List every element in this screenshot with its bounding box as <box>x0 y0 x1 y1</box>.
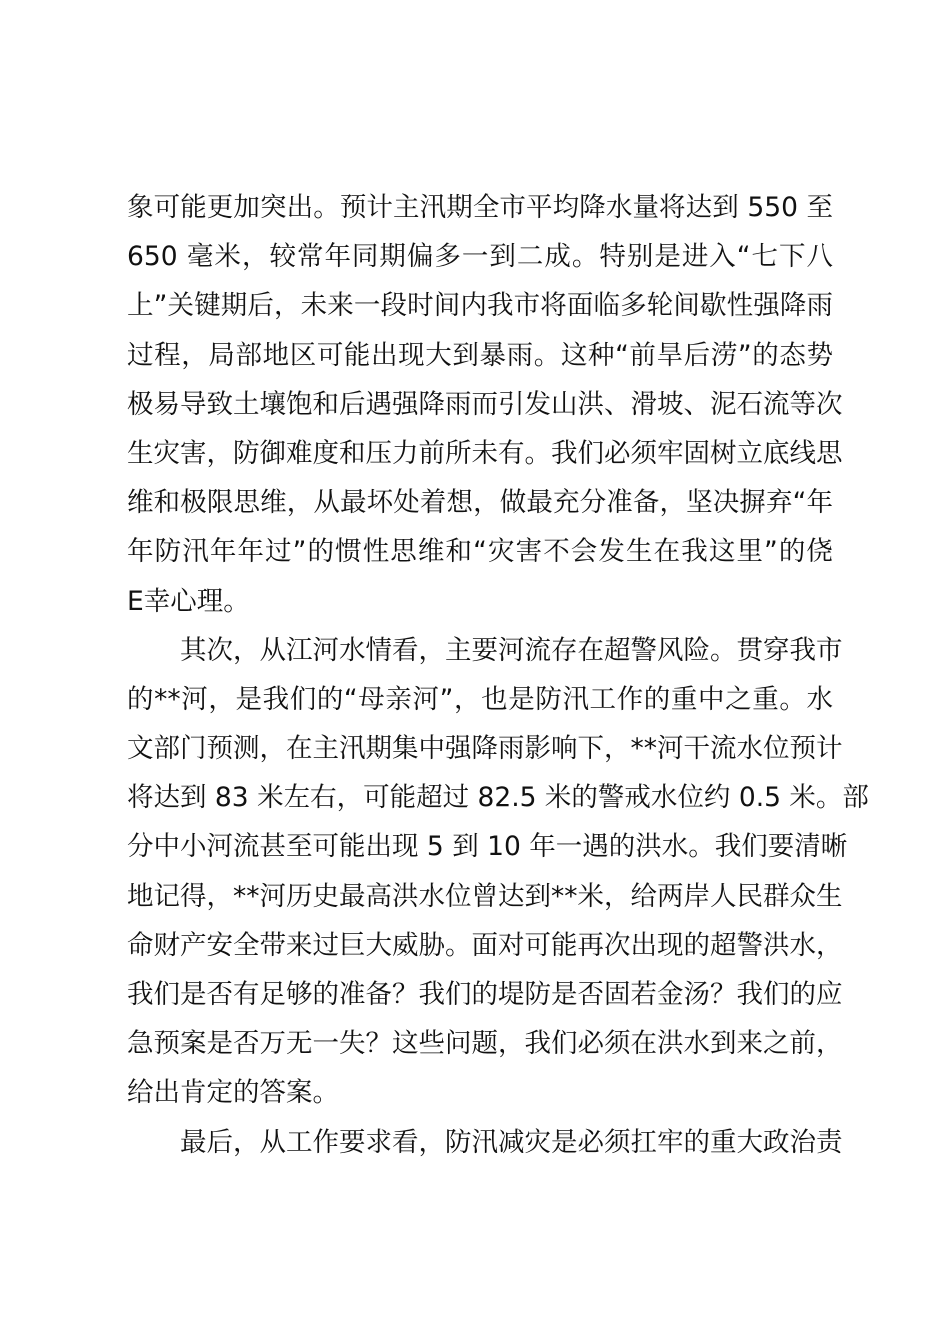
text-line: 其次，从江河水情看，主要河流存在超警风险。贯穿我市 <box>127 634 843 666</box>
text-line: 给出肯定的答案。 <box>127 1077 339 1109</box>
text-line: 年防汛年年过”的惯性思维和“灾害不会发生在我这里”的侥 <box>127 536 833 568</box>
text-line: 地记得，**河历史最高洪水位曾达到**米，给两岸人民群众生 <box>127 880 843 912</box>
text-line: 上”关键期后，未来一段时间内我市将面临多轮间歇性强降雨 <box>127 290 833 322</box>
text-line: 象可能更加突出。预计主汛期全市平均降水量将达到 550 至 <box>127 192 833 223</box>
text-line: 的**河，是我们的“母亲河”，也是防汛工作的重中之重。水 <box>127 683 833 715</box>
body-text <box>127 183 869 1167</box>
text-line: 我们是否有足够的准备？我们的堤防是否固若金汤？我们的应 <box>127 979 843 1010</box>
text-line: 维和极限思维，从最坏处着想，做最充分准备，坚决摒弃“年 <box>127 487 833 519</box>
text-line: 命财产安全带来过巨大威胁。面对可能再次出现的超警洪水， <box>127 929 843 961</box>
text-line: 极易导致土壤饱和后遇强降雨而引发山洪、滑坡、泥石流等次 <box>127 388 843 420</box>
text-line: 650 毫米，较常年同期偏多一到二成。特别是进入“七下八 <box>127 241 833 273</box>
text-line: 生灾害，防御难度和压力前所未有。我们必须牢固树立底线思 <box>127 437 843 469</box>
text-line: 过程，局部地区可能出现大到暴雨。这种“前旱后涝”的态势 <box>127 339 833 371</box>
text-line: 文部门预测，在主汛期集中强降雨影响下，**河干流水位预计 <box>127 733 843 765</box>
text-line: 将达到 83 米左右，可能超过 82.5 米的警戒水位约 0.5 米。部 <box>127 782 869 814</box>
text-line: 最后，从工作要求看，防汛减灾是必须扛牢的重大政治责 <box>127 1126 843 1158</box>
text-line: 分中小河流甚至可能出现 5 到 10 年一遇的洪水。我们要清晰 <box>127 831 848 863</box>
text-line: E幸心理。 <box>127 585 250 617</box>
text-line: 急预案是否万无一失？这些问题，我们必须在洪水到来之前， <box>127 1028 843 1060</box>
